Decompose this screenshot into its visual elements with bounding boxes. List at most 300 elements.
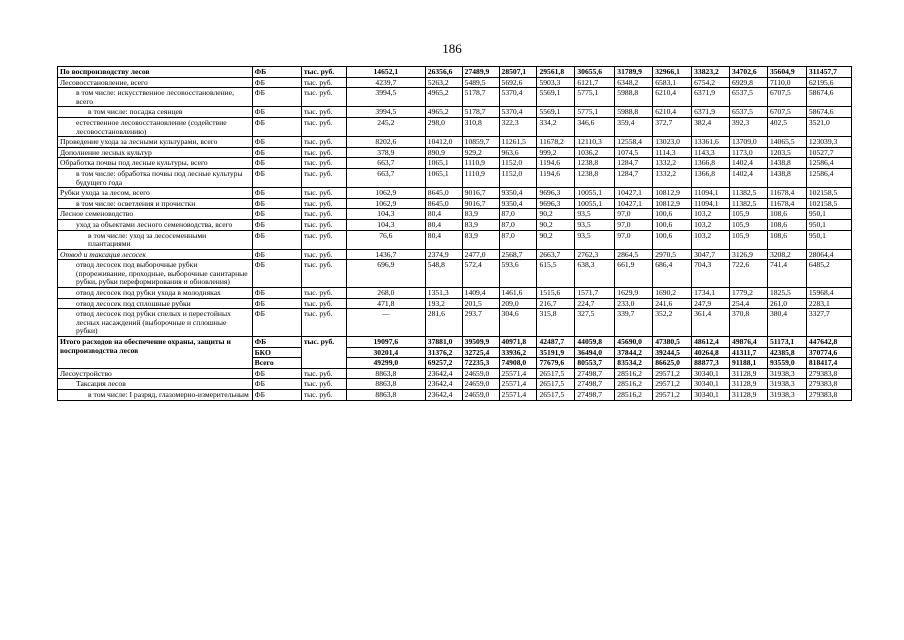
value-cell: 90,2	[537, 230, 575, 249]
value-cell: 11261,5	[499, 137, 537, 148]
value-cell: 1438,8	[767, 158, 806, 169]
value-cell: 80,4	[425, 219, 462, 230]
value-cell: 1402,4	[730, 158, 768, 169]
unit: тыс. руб.	[301, 168, 346, 187]
value-cell: 224,7	[575, 298, 615, 309]
value-cell: 25571,4	[499, 379, 537, 390]
row-name: в том числе: I разряд, глазомерно-измерительным	[58, 390, 253, 401]
value-cell: 9350,4	[499, 188, 537, 199]
value-cell: 35604,9	[767, 67, 806, 78]
value-cell: 950,1	[806, 230, 851, 249]
row-name: отвод лесосек под выборочные рубки (прореживание, проходные, выборочные санитарные рубки, рубки переформирования и обновления)	[58, 260, 253, 288]
value-cell: 88877,3	[692, 358, 730, 369]
value-cell: 47380,5	[653, 337, 692, 348]
unit: тыс. руб.	[301, 249, 346, 260]
value-cell: 5988,8	[615, 107, 653, 118]
value-cell: 29571,2	[653, 379, 692, 390]
funding-source: ФБ	[252, 147, 301, 158]
value-cell: 950,1	[806, 219, 851, 230]
value-cell: 25571,4	[499, 368, 537, 379]
value-cell: 6121,7	[575, 77, 615, 88]
value-cell: 2762,3	[575, 249, 615, 260]
value-cell: 58674,6	[806, 107, 851, 118]
table-row	[58, 188, 852, 199]
value-cell: 13361,6	[692, 137, 730, 148]
unit: тыс. руб.	[301, 260, 346, 288]
table-row	[58, 288, 852, 299]
value-cell: 9016,7	[462, 198, 499, 209]
value-cell: 298,0	[425, 117, 462, 136]
value-cell: 3047,7	[692, 249, 730, 260]
value-cell: 216,7	[537, 298, 575, 309]
value-cell: 1284,7	[615, 158, 653, 169]
unit: тыс. руб.	[301, 379, 346, 390]
value-cell: 86625,0	[653, 358, 692, 369]
value-cell: 6537,5	[730, 107, 768, 118]
value-cell: 241,6	[653, 298, 692, 309]
table-row	[58, 67, 852, 78]
value-cell: 31128,9	[730, 379, 768, 390]
table-row	[58, 88, 852, 107]
row-name: Проведение ухода за лесными культурами, всего	[58, 137, 253, 148]
value-cell: 31376,2	[425, 347, 462, 358]
value-cell: 23642,4	[425, 368, 462, 379]
value-cell: 279383,8	[806, 379, 851, 390]
funding-source: ФБ	[252, 230, 301, 249]
value-cell: 9350,4	[499, 198, 537, 209]
unit: тыс. руб.	[301, 117, 346, 136]
value-cell: 41311,7	[730, 347, 768, 358]
value-cell: 233,0	[615, 298, 653, 309]
value-cell: 5178,7	[462, 88, 499, 107]
value-cell: 5569,1	[537, 107, 575, 118]
value-cell: 49876,4	[730, 337, 768, 348]
value-cell: 929,2	[462, 147, 499, 158]
value-cell: 80553,7	[575, 358, 615, 369]
value-cell: 31938,3	[767, 379, 806, 390]
funding-source: ФБ	[252, 209, 301, 220]
value-cell: 2864,5	[615, 249, 653, 260]
value-cell: 1065,1	[425, 158, 462, 169]
value-cell: 102158,5	[806, 188, 851, 199]
value-cell: 1238,8	[575, 158, 615, 169]
value-cell: 24659,0	[462, 390, 499, 401]
value-cell: 1152,0	[499, 158, 537, 169]
unit: тыс. руб.	[301, 88, 346, 107]
funding-source: ФБ	[252, 260, 301, 288]
unit: тыс. руб.	[301, 137, 346, 148]
value-cell: 304,6	[499, 309, 537, 337]
value-cell: 11678,4	[767, 188, 806, 199]
value-cell: 311457,7	[806, 67, 851, 78]
value-cell: 339,7	[615, 309, 653, 337]
value-cell: 83534,2	[615, 358, 653, 369]
value-cell: 447642,8	[806, 337, 851, 348]
value-cell: 28516,2	[615, 379, 653, 390]
value-cell: 3994,5	[346, 107, 425, 118]
table-row	[58, 77, 852, 88]
value-cell: 193,2	[425, 298, 462, 309]
value-cell: 30655,6	[575, 67, 615, 78]
value-cell: 6210,4	[653, 88, 692, 107]
value-cell: 44059,8	[575, 337, 615, 348]
value-cell: 6348,2	[615, 77, 653, 88]
value-cell: 352,2	[653, 309, 692, 337]
table-row	[58, 309, 852, 337]
funding-source: ФБ	[252, 67, 301, 78]
value-cell: 1779,2	[730, 288, 768, 299]
value-cell: 327,5	[575, 309, 615, 337]
row-name: отвод лесосек под рубки ухода в молодняках	[58, 288, 253, 299]
value-cell: 1062,9	[346, 188, 425, 199]
value-cell: 3208,2	[767, 249, 806, 260]
value-cell: 686,4	[653, 260, 692, 288]
value-cell: 58674,6	[806, 88, 851, 107]
value-cell: 29571,2	[653, 368, 692, 379]
value-cell: 87,0	[499, 230, 537, 249]
value-cell: 4965,2	[425, 88, 462, 107]
table-row	[58, 379, 852, 390]
unit: тыс. руб.	[301, 198, 346, 209]
funding-source: ФБ	[252, 198, 301, 209]
table-row	[58, 198, 852, 209]
value-cell: 11382,5	[730, 188, 768, 199]
funding-source: ФБ	[252, 107, 301, 118]
value-cell: 26517,5	[537, 390, 575, 401]
value-cell: 100,6	[653, 209, 692, 220]
table-row	[58, 219, 852, 230]
value-cell: 29571,2	[653, 390, 692, 401]
value-cell: 8863,8	[346, 390, 425, 401]
value-cell: 8863,8	[346, 368, 425, 379]
value-cell: 8202,6	[346, 137, 425, 148]
value-cell: 34702,6	[730, 67, 768, 78]
value-cell: 1734,1	[692, 288, 730, 299]
value-cell: 1036,2	[575, 147, 615, 158]
funding-source: ФБ	[252, 379, 301, 390]
value-cell: 3521,0	[806, 117, 851, 136]
table-row	[58, 390, 852, 401]
unit: тыс. руб.	[301, 107, 346, 118]
value-cell: 39244,5	[653, 347, 692, 358]
value-cell: 741,4	[767, 260, 806, 288]
value-cell: 392,3	[730, 117, 768, 136]
value-cell: 32725,4	[462, 347, 499, 358]
value-cell: 33936,2	[499, 347, 537, 358]
value-cell: 1173,0	[730, 147, 768, 158]
value-cell: 9696,3	[537, 198, 575, 209]
value-cell: 261,0	[767, 298, 806, 309]
table-row	[58, 230, 852, 249]
value-cell: 10055,1	[575, 198, 615, 209]
value-cell: 2970,5	[653, 249, 692, 260]
value-cell: 19097,6	[346, 337, 425, 348]
value-cell: 471,8	[346, 298, 425, 309]
value-cell: 2283,1	[806, 298, 851, 309]
value-cell: 10812,9	[653, 198, 692, 209]
funding-source: Всего	[252, 358, 301, 369]
value-cell: 103,2	[692, 230, 730, 249]
value-cell: 346,6	[575, 117, 615, 136]
row-name: По воспроизводству лесов	[58, 67, 253, 78]
row-name: Дополнение лесных культур	[58, 147, 253, 158]
funding-source: ФБ	[252, 309, 301, 337]
value-cell: 6754,2	[692, 77, 730, 88]
total-name: Итого расходов на обеспечение охраны, защиты и воспроизводства лесов	[58, 337, 253, 369]
value-cell: 1571,7	[575, 288, 615, 299]
value-cell: 209,0	[499, 298, 537, 309]
value-cell: 6707,5	[767, 107, 806, 118]
funding-source: ФБ	[252, 77, 301, 88]
value-cell: 48612,4	[692, 337, 730, 348]
value-cell: 201,5	[462, 298, 499, 309]
value-cell: 90,2	[537, 209, 575, 220]
funding-source: ФБ	[252, 337, 301, 348]
funding-source: ФБ	[252, 88, 301, 107]
value-cell: 108,6	[767, 209, 806, 220]
value-cell: 76,6	[346, 230, 425, 249]
value-cell: 42487,7	[537, 337, 575, 348]
funding-source: ФБ	[252, 219, 301, 230]
value-cell: 361,4	[692, 309, 730, 337]
value-cell: 102158,5	[806, 198, 851, 209]
value-cell: 11094,1	[692, 198, 730, 209]
value-cell: 42385,8	[767, 347, 806, 358]
value-cell: 10427,1	[615, 188, 653, 199]
value-cell: 6707,5	[767, 88, 806, 107]
row-name: Таксация лесов	[58, 379, 253, 390]
value-cell: 80,4	[425, 209, 462, 220]
row-name: отвод лесосек под сплошные рубки	[58, 298, 253, 309]
value-cell: 108,6	[767, 219, 806, 230]
value-cell: 279383,8	[806, 390, 851, 401]
row-name: в том числе: уход за лесосеменными плантациями	[58, 230, 253, 249]
value-cell: 963,6	[499, 147, 537, 158]
table-row	[58, 117, 852, 136]
value-cell: 105,9	[730, 230, 768, 249]
value-cell: 402,5	[767, 117, 806, 136]
row-name: в том числе: посадка сеянцев	[58, 107, 253, 118]
value-cell: 104,3	[346, 209, 425, 220]
row-name: уход за объектами лесного семеноводства, всего	[58, 219, 253, 230]
funding-source: БКО	[252, 347, 301, 358]
table-row	[58, 158, 852, 169]
value-cell: 14652,1	[346, 67, 425, 78]
value-cell: 5569,1	[537, 88, 575, 107]
value-cell: 11094,1	[692, 188, 730, 199]
value-cell: 31938,3	[767, 390, 806, 401]
value-cell: 24659,0	[462, 368, 499, 379]
value-cell: 37881,0	[425, 337, 462, 348]
funding-source: ФБ	[252, 158, 301, 169]
value-cell: 69257,2	[425, 358, 462, 369]
unit: тыс. руб.	[301, 368, 346, 379]
funding-source: ФБ	[252, 249, 301, 260]
value-cell: 14065,5	[767, 137, 806, 148]
unit: тыс. руб.	[301, 188, 346, 199]
row-name: Обработка почвы под лесные культуры, всего	[58, 158, 253, 169]
value-cell: 890,9	[425, 147, 462, 158]
value-cell: 950,1	[806, 209, 851, 220]
funding-source: ФБ	[252, 117, 301, 136]
value-cell: 9016,7	[462, 188, 499, 199]
value-cell: 1438,8	[767, 168, 806, 187]
value-cell: 10812,9	[653, 188, 692, 199]
value-cell: 23642,4	[425, 379, 462, 390]
unit: тыс. руб.	[301, 298, 346, 309]
value-cell: 97,0	[615, 219, 653, 230]
budget-table	[57, 66, 852, 401]
value-cell: 9696,3	[537, 188, 575, 199]
value-cell: 27498,7	[575, 368, 615, 379]
value-cell: 83,9	[462, 209, 499, 220]
value-cell: 310,8	[462, 117, 499, 136]
value-cell: 11678,4	[767, 198, 806, 209]
funding-source: ФБ	[252, 288, 301, 299]
value-cell: 572,4	[462, 260, 499, 288]
unit: тыс. руб.	[301, 337, 346, 369]
value-cell: 27498,7	[575, 390, 615, 401]
value-cell: 5263,2	[425, 77, 462, 88]
value-cell: 74908,0	[499, 358, 537, 369]
value-cell: 26517,5	[537, 368, 575, 379]
value-cell: 638,3	[575, 260, 615, 288]
value-cell: 51173,1	[767, 337, 806, 348]
value-cell: 5489,5	[462, 77, 499, 88]
value-cell: 30340,1	[692, 368, 730, 379]
value-cell: 704,3	[692, 260, 730, 288]
value-cell: 1203,5	[767, 147, 806, 158]
value-cell: 40264,8	[692, 347, 730, 358]
value-cell: 90,2	[537, 219, 575, 230]
value-cell: 45690,0	[615, 337, 653, 348]
value-cell: 10055,1	[575, 188, 615, 199]
value-cell: 5775,1	[575, 88, 615, 107]
value-cell: 8863,8	[346, 379, 425, 390]
value-cell: 1062,9	[346, 198, 425, 209]
unit: тыс. руб.	[301, 158, 346, 169]
value-cell: 93,5	[575, 219, 615, 230]
value-cell: 999,2	[537, 147, 575, 158]
table-row	[58, 147, 852, 158]
row-name: Лесоустройство	[58, 368, 253, 379]
value-cell: 663,7	[346, 168, 425, 187]
value-cell: 696,9	[346, 260, 425, 288]
value-cell: 279383,8	[806, 368, 851, 379]
row-name: в том числе: обработка почвы под лесные культуры будущего года	[58, 168, 253, 187]
value-cell: 31789,9	[615, 67, 653, 78]
table-row	[58, 260, 852, 288]
value-cell: 97,0	[615, 230, 653, 249]
value-cell: 593,6	[499, 260, 537, 288]
value-cell: 818417,4	[806, 358, 851, 369]
row-name: Лесовосстановление, всего	[58, 77, 253, 88]
value-cell: 5370,4	[499, 107, 537, 118]
value-cell: 1114,3	[653, 147, 692, 158]
value-cell: 281,6	[425, 309, 462, 337]
value-cell: 5692,6	[499, 77, 537, 88]
value-cell: 2374,9	[425, 249, 462, 260]
value-cell: 6485,2	[806, 260, 851, 288]
value-cell: 91188,1	[730, 358, 768, 369]
value-cell: 1332,2	[653, 168, 692, 187]
value-cell: 293,7	[462, 309, 499, 337]
value-cell: 6210,4	[653, 107, 692, 118]
value-cell: 6371,9	[692, 107, 730, 118]
value-cell: 15968,4	[806, 288, 851, 299]
value-cell: 5988,8	[615, 88, 653, 107]
funding-source: ФБ	[252, 137, 301, 148]
row-name: естественное лесовосстановление (содействие лесовосстановлению)	[58, 117, 253, 136]
funding-source: ФБ	[252, 368, 301, 379]
value-cell: 23642,4	[425, 390, 462, 401]
value-cell: 722,6	[730, 260, 768, 288]
value-cell: 1461,6	[499, 288, 537, 299]
value-cell: 87,0	[499, 219, 537, 230]
value-cell: 10427,1	[615, 198, 653, 209]
unit: тыс. руб.	[301, 147, 346, 158]
value-cell: 93,5	[575, 230, 615, 249]
value-cell: 1143,3	[692, 147, 730, 158]
value-cell: 12558,4	[615, 137, 653, 148]
value-cell: 548,8	[425, 260, 462, 288]
value-cell: 5178,7	[462, 107, 499, 118]
value-cell: 25571,4	[499, 390, 537, 401]
value-cell: 1402,4	[730, 168, 768, 187]
value-cell: 1436,7	[346, 249, 425, 260]
value-cell: 359,4	[615, 117, 653, 136]
value-cell: 28507,1	[499, 67, 537, 78]
value-cell: 62195,6	[806, 77, 851, 88]
value-cell: 378,9	[346, 147, 425, 158]
value-cell: 1110,9	[462, 168, 499, 187]
value-cell: 380,4	[767, 309, 806, 337]
funding-source: ФБ	[252, 168, 301, 187]
value-cell: 36494,0	[575, 347, 615, 358]
unit: тыс. руб.	[301, 230, 346, 249]
value-cell: 32966,1	[653, 67, 692, 78]
value-cell: 29561,8	[537, 67, 575, 78]
value-cell: 10859,7	[462, 137, 499, 148]
value-cell: 105,9	[730, 219, 768, 230]
unit: тыс. руб.	[301, 67, 346, 78]
value-cell: 28516,2	[615, 390, 653, 401]
table-row	[58, 298, 852, 309]
value-cell: 382,4	[692, 117, 730, 136]
value-cell: 13023,0	[653, 137, 692, 148]
value-cell: 31128,9	[730, 368, 768, 379]
unit: тыс. руб.	[301, 390, 346, 401]
value-cell: 87,0	[499, 209, 537, 220]
value-cell: 1515,6	[537, 288, 575, 299]
value-cell: 33823,2	[692, 67, 730, 78]
value-cell: 322,3	[499, 117, 537, 136]
value-cell: 370,8	[730, 309, 768, 337]
row-name: в том числе: искусственное лесовосстановление, всего	[58, 88, 253, 107]
value-cell: 100,6	[653, 230, 692, 249]
value-cell: 28064,4	[806, 249, 851, 260]
value-cell: 4239,7	[346, 77, 425, 88]
value-cell: 370774,6	[806, 347, 851, 358]
value-cell: 108,6	[767, 230, 806, 249]
value-cell: 1629,9	[615, 288, 653, 299]
value-cell: 11678,2	[537, 137, 575, 148]
value-cell: 1409,4	[462, 288, 499, 299]
value-cell: 26517,5	[537, 379, 575, 390]
table-row	[58, 107, 852, 118]
value-cell: 83,9	[462, 230, 499, 249]
value-cell: 28516,2	[615, 368, 653, 379]
